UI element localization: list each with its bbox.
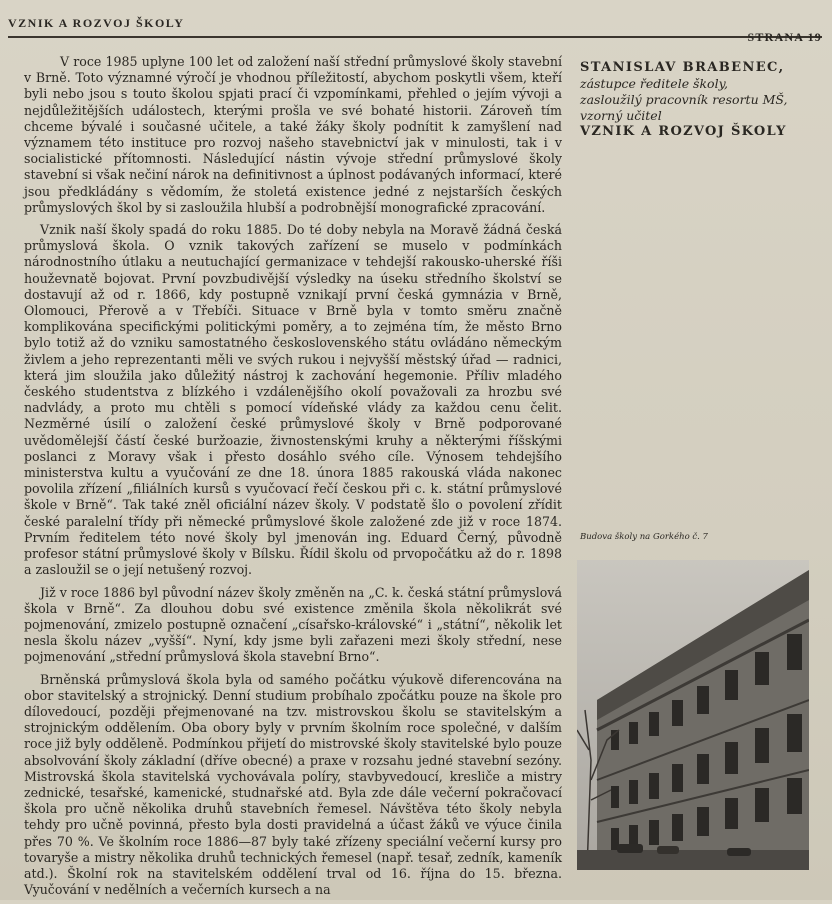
paragraph-2: Vznik naší školy spadá do roku 1885. Do té doby nebyla na Moravě žádná česká průmyslová škola. O vznik takových zařízení se muselo v podmínkách národnostního útlaku a neutuchající germanizace v tehdejší rakousko-uherské říši houževnatě bojovat. První povzbudivější výsledky na úseku středního školství se dostavují až od r. 1866, kdy postupně vznikají první česká gymnázia v Brně, Olomouci, Přerově a v Třebíči. Situace v Brně byla v tomto směru značně komplikována specifickými politickými poměry, a to zejména tím, že město Brno bylo totiž až do vzniku samostatného československého státu ovládáno německým živlem a jeho reprezentanti měli ve svých rukou i nejvyšší městský úřad — radnici, která jim sloužila jako důležitý nástroj k zachování hegemonie. Příliv mladého českého studentstva z blízkého i vzdálenějšího okolí považovali za hrozbu své nadvlády, a proto mu chtěli s pomocí vídeňské vlády za každou cenu čelit. Nezměrné úsilí o založení české průmyslové školy v Brně podporované uvědomělejší částí české buržoazie, živnostenskými kruhy a některými říšskými poslanci z Moravy však i přesto dosáhlo svého cíle. Výnosem tehdejšího ministerstva kultu a vyučování ze dne 18. února 1885 rakouská vláda nakonec povolila zřízení „filiálních kursů s vyučovací řečí českou při c. k. státní průmyslové škole v Brně“. Tak také zněl oficiální název školy. V podstatě šlo o povolení zřídit české paralelní třídy při německé průmyslové škole založené zde již v roce 1874. Prvním ředitelem této nové školy byl jmenován ing. Eduard Černý, původně profesor státní průmyslové školy v Bílsku. Řídil školu od prvopočátku až do r. 1898 a zasloužil se o její netušený rozvoj. [24,222,562,578]
paragraph-4: Brněnská průmyslová škola byla od samého počátku výukově diferencována na obor stavitelský a strojnický. Denní studium probíhalo zpočátku pouze na škole pro dílovedoucí, později přejmenované na tzv. mistrovskou školu se stavitelským a strojnickým oddělením. Oba obory byly v prvním školním roce společné, v dalším roce již byly odděleně. Podmínkou přijetí do mistrovské školy stavitelské bylo pouze absolvování školy základní (dříve obecné) a praxe v rozsahu jedné stavební sezóny. Mistrovská škola stavitelská vychovávala políry, stavbyvedoucí, kresliče a mistry zednické, tesařské, kamenické, studnařské atd. Byla zde dále večerní pokračovací škola pro učně několika druhů stavebních řemesel. Návštěva této školy nebyla tehdy pro učně povinná, přesto byla dosti pravidelná a účast žáků ve výuce činila přes 70 %. Ve školním roce 1886—87 byly také zřízeny speciální večerní kursy pro tovaryše a mistry několika druhů technických řemesel (např. tesař, zedník, kameník atd.). Školní rok na stavitelském oddělení trval od 16. října do 15. března. Vyučování v nedělních a večerních kursech a na [24,671,562,898]
article-title: VZNIK A ROZVOJ ŠKOLY [580,124,787,139]
paragraph-1: V roce 1985 uplyne 100 let od založení naší střední průmyslové školy stavební v Brně. Toto významné výročí je vhodnou příležitostí, abychom poskytli všem, kteří byli nebo jsou s touto školou spjati prací či vzpomínkami, přehled o jejím vývoji a nejdůležitějších událostech, kterými prošla ve své bohaté historii. Zároveň tím chceme bývalé i současné učitele, a také žáky školy podnítit k zamyšlení nad významem této instituce pro rozvoj našeho stavebnictví jak v minulosti, tak i v socialistické přítomnosti. Následující nástin vývoje střední průmyslové školy stavební si však nečiní nárok na definitivnost a úplnost podávaných informací, které jsou předkládány s vědomím, že stoletá existence jedné z nejstarších českých průmyslových škol by si zasloužila hlubší a podrobnější monografické zpracování. [24,54,562,215]
author-role-3: vzorný učitel [580,108,662,123]
building-photo [577,560,809,870]
author-role-2: zasloužilý pracovník resortu MŠ, [580,92,788,107]
header-section-title: VZNIK A ROZVOJ ŠKOLY [8,16,185,30]
author-name: STANISLAV BRABENEC, [580,60,785,75]
building-photo-icon [577,560,809,870]
article-body [24,54,562,904]
header-page-number: STRANA 19 [747,30,822,44]
paragraph-3: Již v roce 1886 byl původní název školy změněn na „C. k. česká státní průmyslová škola v Brně“. Za dlouhou dobu své existence změnila škola několikrát své pojmenování, zmizelo postupně označení „císařsko-královské“ i „státní“, několik let nesla školu název „vyšší“. Nyní, kdy jsme byli zařazeni mezi školy střední, nese pojmenování „střední průmyslová škola stavební Brno“. [24,584,562,665]
author-block [580,60,820,140]
photo-caption: Budova školy na Gorkého č. 7 [580,532,708,542]
running-header [8,12,822,44]
author-role-1: zástupce ředitele školy, [580,76,728,91]
